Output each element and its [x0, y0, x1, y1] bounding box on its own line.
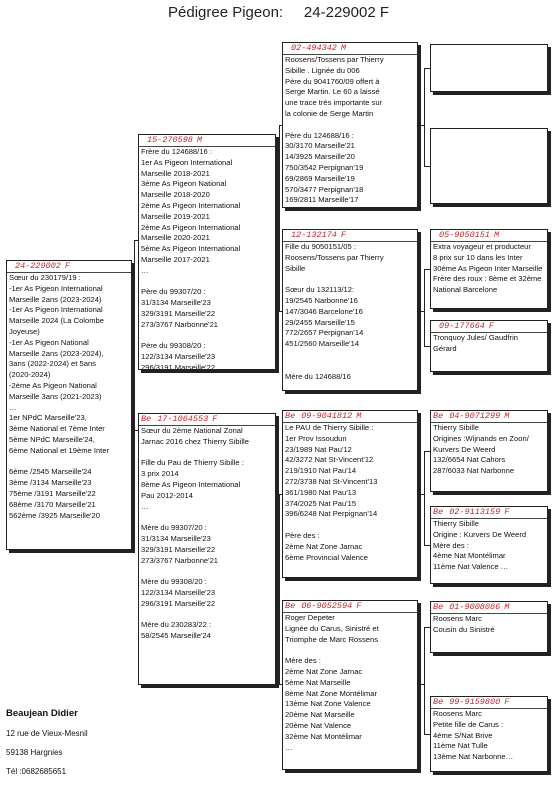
pedigree-line: Sibille: [285, 263, 306, 273]
pedigree-line: 11ème Nat Valence …: [433, 562, 509, 572]
pedigree-line: 20ème Nat Marseille: [285, 710, 355, 720]
pedigree-line: 13ème Nat Narbonne…: [433, 752, 514, 762]
pedigree-line: une trace très importante sur: [285, 98, 383, 108]
pedigree-line: 1er As Pigeon International: [141, 157, 233, 167]
pedigree-line: 69/2869 Marseille'19: [285, 173, 355, 183]
pedigree-line: (2020-2024): [9, 370, 51, 380]
pedigree-line: 3ans (2022-2024) et 5ans: [9, 359, 96, 369]
pedigree-line: 272/3738 Nat St-Vincent'13: [285, 476, 378, 486]
pedigree-line: Mère du 99307/20 :: [141, 523, 207, 533]
ring-header: [431, 321, 547, 333]
pedigree-line: [139, 512, 275, 523]
pedigree-line: -2ème As Pigeon National: [9, 380, 97, 390]
pedigree-line: Frère des roux : 8ème et 32ème: [433, 274, 542, 284]
sex-marker: M: [340, 43, 347, 53]
connector-line: [424, 68, 425, 166]
country-prefix: Be: [433, 697, 444, 707]
pedigree-line: -1er As Pigeon International: [9, 283, 103, 293]
pedigree-line: [139, 448, 275, 459]
pedigree-line: National Barcelone: [433, 285, 498, 295]
connector-line: [424, 545, 430, 546]
pedigree-line: Sibille . Lignée du 006: [285, 65, 360, 75]
ring-header: [431, 697, 547, 709]
pedigree-line: Roosens/Tossens par Thierry: [285, 252, 384, 262]
pedigree-line: [283, 361, 417, 372]
pedigree-line: 75ème /3191 Marseille'22: [9, 488, 96, 498]
ring-number: 05-9050151: [439, 230, 491, 240]
sex-marker: M: [196, 135, 203, 145]
pedigree-line: 32ème Nat Montélimar: [285, 731, 362, 741]
pedigree-line: 451/2560 Marseille'14: [285, 339, 360, 349]
sex-marker: F: [356, 601, 362, 611]
pedigree-line: 122/3134 Marseille'23: [141, 352, 216, 362]
ring-number: 04-9071299: [449, 411, 501, 421]
pedigree-line: 169/2811 Marseille'17: [285, 195, 359, 205]
sex-marker: M: [504, 602, 510, 612]
pedigree-line: 5ème As Pigeon International: [141, 244, 241, 254]
pedigree-line: 42/3272 Nat St-Vincent'12: [285, 455, 374, 465]
pedigree-line: Roosens Marc: [433, 614, 482, 623]
country-prefix: Be: [285, 411, 296, 421]
ring-number: 24-229002: [15, 261, 61, 271]
pedigree-line: Gérard: [433, 343, 457, 353]
pedigree-line: 11ème Nat Tulle: [433, 741, 488, 751]
pedigree-line: 219/1910 Nat Pau'14: [285, 466, 357, 476]
connector-line: [424, 627, 430, 628]
pedigree-line: …: [141, 265, 149, 275]
ring-number: 15-270598: [147, 135, 193, 145]
connector-line: [418, 494, 424, 495]
pedigree-line: 2ème Nat Zone Jarnac: [285, 541, 363, 551]
pedigree-line: Joyeuse): [9, 326, 40, 336]
ring-header: [431, 602, 547, 614]
pigeon-card-dam-dam: [282, 600, 418, 770]
pedigree-line: 5ème Nat Marseille: [285, 677, 351, 687]
ring-header: [283, 601, 417, 613]
ring-header: [7, 261, 131, 273]
country-prefix: Be: [433, 602, 444, 612]
ring-number: 06-9052594: [301, 601, 353, 611]
pedigree-line: 132/6654 Nat Cahors: [433, 455, 506, 465]
pedigree-line: 2ème Nat Zone Jarnac: [285, 666, 363, 676]
connector-line: [424, 269, 430, 270]
pedigree-line: Marseille 2018-2020: [141, 190, 210, 200]
page-title: Pédigree Pigeon: 24-229002 F: [168, 4, 389, 21]
pedigree-line: 147/3046 Barcelone'16: [285, 306, 363, 316]
pedigree-line: 8ème Nat Zone Montélimar: [285, 688, 378, 698]
connector-line: [424, 166, 430, 167]
pedigree-line: Roger Depeter: [285, 613, 335, 622]
pedigree-line: 8ème As Pigeon International: [141, 479, 241, 489]
pigeon-card-dam: [138, 413, 276, 685]
pedigree-line: Père du 9041760/09 offert à: [285, 76, 380, 86]
ring-header: [283, 230, 417, 242]
pigeon-card-ggp-1: [430, 44, 548, 92]
pedigree-line: 31/3134 Marseille'23: [141, 533, 211, 543]
pedigree-line: Pau 2012-2014: [141, 490, 193, 500]
pedigree-line: [139, 277, 275, 288]
pedigree-line: -1er As Pigeon National: [9, 337, 89, 347]
ring-number: 09-177664: [439, 321, 485, 331]
pedigree-line: Mère du 230283/22 :: [141, 620, 212, 630]
pedigree-line: 5ème NPdC Marseille'24,: [9, 434, 95, 444]
pedigree-line: Marseille 2018-2021: [141, 168, 210, 178]
ring-header: [431, 230, 547, 242]
pedigree-line: 30ème As Pigeon Inter Marseille: [433, 263, 543, 273]
connector-line: [418, 125, 424, 126]
pedigree-line: [283, 520, 417, 531]
pedigree-line: Mère des :: [433, 540, 469, 550]
pedigree-line: 329/3191 Marseille'22: [141, 544, 216, 554]
pedigree-line: Marseille 2017-2021: [141, 254, 210, 264]
ring-number: 01-9008086: [449, 602, 501, 612]
pedigree-line: -1er As Pigeon International: [9, 305, 103, 315]
pedigree-line: …: [141, 501, 149, 511]
pedigree-line: 6ème /2545 Marseille'24: [9, 467, 92, 477]
pedigree-line: Marseille 2019-2021: [141, 211, 210, 221]
pedigree-line: Origine : Kurvers De Weerd: [433, 529, 527, 539]
pedigree-line: Père du 99308/20 :: [141, 341, 206, 351]
pedigree-line: Petite fille de Carus :: [433, 719, 504, 729]
pedigree-line: 19/2545 Narbonne'16: [285, 295, 358, 305]
pedigree-line: 122/3134 Marseille'23: [141, 587, 216, 597]
pedigree-line: Marseille 2020-2021: [141, 233, 210, 243]
pedigree-line: 1er Prov Issoudun: [285, 433, 347, 443]
pedigree-line: Mère des :: [285, 656, 321, 666]
pedigree-line: Lignée du Carus, Sinistré et: [285, 623, 379, 633]
connector-line: [134, 240, 138, 241]
pedigree-line: [139, 331, 275, 342]
pedigree-line: 3ème As Pigeon National: [141, 179, 227, 189]
pedigree-line: Sœur du 230179/19 :: [9, 273, 81, 282]
ring-header: [139, 414, 275, 426]
pedigree-line: [283, 645, 417, 656]
pigeon-card-ggp-3: [430, 229, 548, 309]
pedigree-line: Mère du 124688/16: [285, 371, 351, 381]
pedigree-line: 30/3170 Marseille'21: [285, 141, 355, 151]
pedigree-line: 13ème Nat Zone Valence: [285, 699, 371, 709]
pedigree-line: Fille du Pau de Thierry Sibille :: [141, 458, 244, 468]
pigeon-card-sire: [138, 134, 276, 370]
pedigree-line: 273/3767 Narbonne'21: [141, 555, 219, 565]
pedigree-line: 4ème Nat Montélimar: [433, 551, 506, 561]
pedigree-line: 3ème /3134 Marseille'23: [9, 478, 92, 488]
pedigree-line: 296/3191 Marseille'22: [141, 362, 216, 370]
pedigree-line: Cousin du Sinistré: [433, 624, 495, 634]
connector-line: [424, 627, 425, 734]
sex-marker: M: [504, 411, 510, 421]
pedigree-line: Roosens Marc: [433, 709, 482, 718]
pedigree-line: 570/3477 Perpignan'18: [285, 184, 364, 194]
owner-phone: Tél :0682685651: [6, 767, 67, 776]
connector-line: [424, 451, 430, 452]
connector-line: [279, 494, 280, 684]
pedigree-line: 329/3191 Marseille'22: [141, 308, 216, 318]
pedigree-line: la colonie de Serge Martin: [285, 108, 374, 118]
ring-number: 12-132174: [291, 230, 337, 240]
country-prefix: Be: [285, 601, 296, 611]
sex-marker: M: [494, 230, 500, 240]
pedigree-line: Tronquoy Jules/ Gaudfrin: [433, 333, 518, 342]
ring-number: 99-9159800: [449, 697, 501, 707]
connector-line: [424, 68, 430, 69]
connector-line: [424, 346, 430, 347]
pedigree-line: 58/2545 Marseille'24: [141, 631, 211, 641]
connector-line: [279, 684, 282, 685]
pedigree-line: 2ème As Pigeon International: [141, 222, 241, 232]
pedigree-line: Origines :Wijnands en Zoon/: [433, 433, 529, 443]
pedigree-line: 29/2455 Marseille'15: [285, 317, 355, 327]
ring-number: 17-1064553: [157, 414, 209, 424]
country-prefix: Be: [141, 414, 152, 424]
pedigree-line: Frère du 124688/16 :: [141, 147, 212, 156]
owner-name: Beaujean Didier: [6, 708, 78, 719]
pedigree-line: Extra voyageur et producteur: [433, 242, 531, 251]
pedigree-line: 23/1989 Nat Pau'12: [285, 444, 352, 454]
connector-line: [279, 125, 280, 311]
pedigree-line: Marseille 2ans (2023-2024): [9, 294, 102, 304]
sex-marker: F: [504, 507, 510, 517]
pedigree-line: Triomphe de Marc Rossens: [285, 634, 378, 644]
connector-line: [134, 240, 135, 430]
pedigree-line: [283, 274, 417, 285]
pedigree-line: 14/3925 Marseille'20: [285, 152, 355, 162]
pedigree-line: 361/1980 Nat Pau'13: [285, 487, 357, 497]
ring-number: 02-9113159: [449, 507, 501, 517]
connector-line: [424, 269, 425, 346]
pedigree-line: [283, 350, 417, 361]
pedigree-line: Père des :: [285, 530, 320, 540]
pedigree-line: 273/3767 Narbonne'21: [141, 319, 219, 329]
ring-header: [283, 43, 417, 55]
pigeon-card-sire-sire: [282, 42, 418, 208]
ring-header: [431, 411, 547, 423]
pedigree-line: [283, 120, 417, 131]
sex-marker: F: [212, 414, 218, 424]
pedigree-line: …: [9, 402, 17, 412]
pedigree-line: 4ème S/Nat Brive: [433, 730, 493, 740]
country-prefix: Be: [433, 411, 444, 421]
pedigree-line: Père du 124688/16 :: [285, 130, 354, 140]
pedigree-line: 2ème As Pigeon International: [141, 200, 241, 210]
pigeon-card-ggp-8: [430, 696, 548, 772]
pedigree-line: Marseille 2024 (La Colombe: [9, 316, 104, 326]
pigeon-card-dam-sire: [282, 410, 418, 578]
sex-marker: F: [340, 230, 347, 240]
pedigree-line: 772/2657 Perpignan'14: [285, 328, 364, 338]
pedigree-line: 31/3134 Marseille'23: [141, 298, 211, 308]
connector-line: [424, 451, 425, 545]
pedigree-line: Thierry Sibille: [433, 519, 479, 528]
pedigree-line: 1er NPdC Marseille'23,: [9, 413, 87, 423]
connector-line: [134, 430, 138, 431]
connector-line: [424, 734, 430, 735]
country-prefix: Be: [433, 507, 444, 517]
pigeon-card-ggp-7: [430, 601, 548, 653]
pedigree-line: Marseille 2ans (2023-2024),: [9, 348, 104, 358]
pigeon-card-ggp-2: [430, 128, 548, 204]
pedigree-line: 20ème Nat Valence: [285, 720, 352, 730]
pigeon-card-ggp-4: [430, 320, 548, 372]
pedigree-line: Marseille 3ans (2021-2023): [9, 391, 102, 401]
ring-header: [431, 507, 547, 519]
sex-marker: F: [504, 697, 510, 707]
pedigree-line: 6ème Provincial Valence: [285, 552, 369, 562]
pedigree-line: Mère du 99308/20 :: [141, 577, 207, 587]
pedigree-line: [139, 610, 275, 621]
ring-number: 09-9041812: [301, 411, 353, 421]
connector-line: [279, 125, 282, 126]
pedigree-line: 562ème /3925 Marseille'20: [9, 510, 100, 520]
pedigree-line: Jarnac 2016 chez Thierry Sibille: [141, 436, 249, 446]
pedigree-line: 287/6033 Nat Narbonne: [433, 466, 515, 476]
pedigree-line: 374/2025 Nat Pau'15: [285, 498, 357, 508]
owner-city: 59138 Hargnies: [6, 748, 63, 757]
sex-marker: F: [64, 261, 71, 271]
pedigree-line: Père du 99307/20 :: [141, 287, 206, 297]
pedigree-line: Sœur du 132113/12:: [285, 285, 355, 295]
ring-header: [139, 135, 275, 147]
owner-street: 12 rue de Vieux-Mesnil: [6, 729, 88, 738]
pigeon-card-ggp-5: [430, 410, 548, 492]
pigeon-card-ggp-6: [430, 506, 548, 584]
pedigree-line: Le PAU de Thierry Sibille :: [285, 423, 374, 432]
connector-line: [279, 494, 282, 495]
pedigree-line: Thierry Sibille: [433, 423, 479, 432]
pedigree-line: 68ème /3170 Marseille'21: [9, 499, 96, 509]
pigeon-card-sire-dam: [282, 229, 418, 391]
connector-line: [418, 311, 424, 312]
pigeon-card-main: [6, 260, 132, 550]
pedigree-line: [139, 566, 275, 577]
ring-header: [283, 411, 417, 423]
pedigree-line: 296/3191 Marseille'22: [141, 598, 216, 608]
connector-line: [279, 311, 282, 312]
connector-line: [418, 684, 424, 685]
pedigree-line: 750/3542 Perpignan'19: [285, 162, 364, 172]
pedigree-line: 3 prix 2014: [141, 469, 179, 479]
pedigree-line: Fille du 9050151/05 :: [285, 242, 356, 251]
pedigree-line: 3ème National et 7ème Inter: [9, 424, 105, 434]
pedigree-line: [7, 457, 131, 468]
pedigree-line: 8 prix sur 10 dans les Inter: [433, 252, 523, 262]
pedigree-line: 396/6248 Nat Perpignan'14: [285, 509, 378, 519]
sex-marker: M: [356, 411, 362, 421]
pedigree-line: …: [285, 742, 293, 752]
pedigree-line: Sœur du 2ème National Zonal: [141, 426, 243, 435]
pedigree-line: Kurvers De Weerd: [433, 444, 496, 454]
pedigree-line: Roosens/Tossens par Thierry: [285, 55, 384, 64]
sex-marker: F: [488, 321, 495, 331]
pedigree-line: Serge Martin. Le 60 a laissé: [285, 87, 380, 97]
ring-number: 02-494342: [291, 43, 337, 53]
pedigree-line: 6ème National et 19ème Inter: [9, 445, 110, 455]
